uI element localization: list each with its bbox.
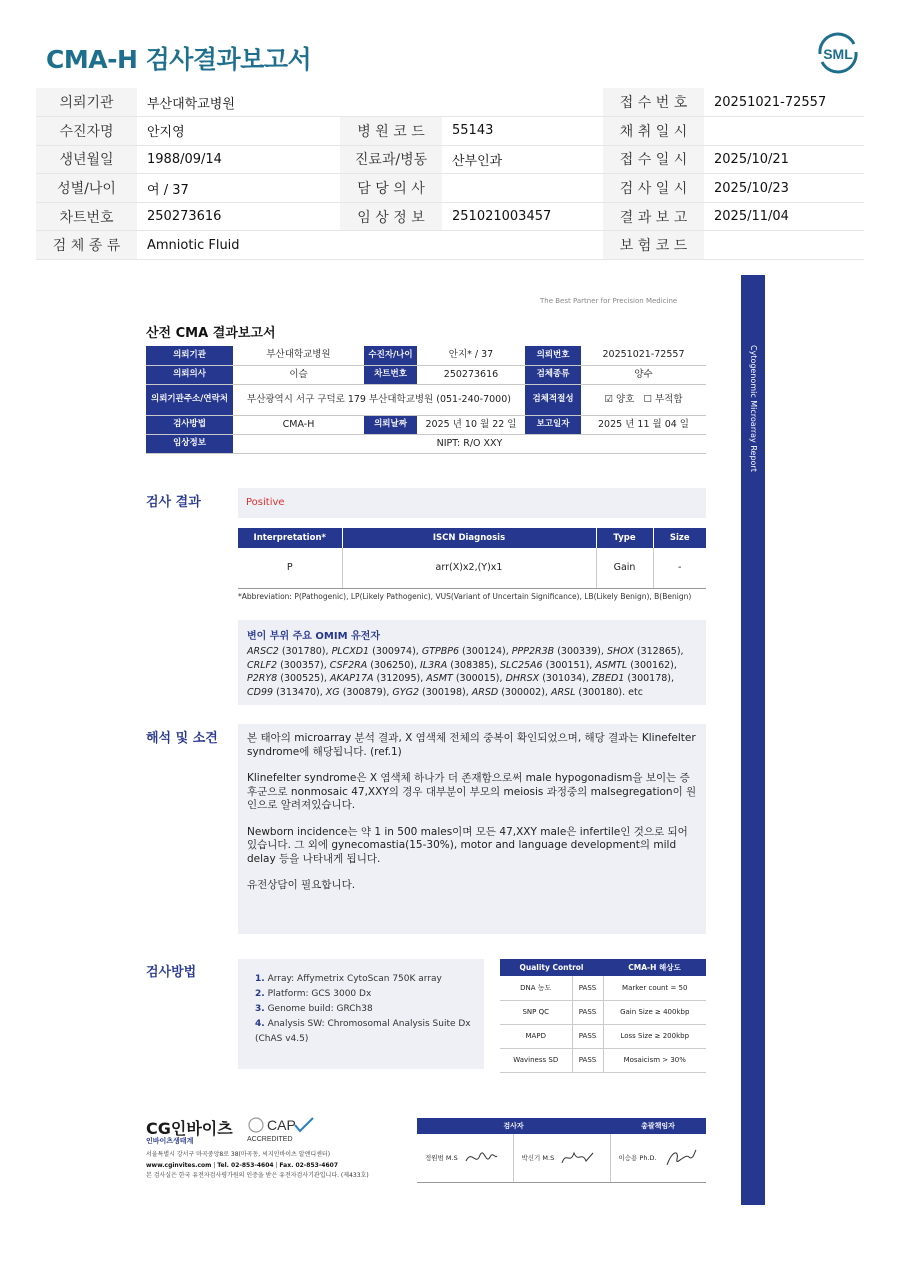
omim-gene: GYG2 (300198), (392, 687, 472, 699)
omim-gene: P2RY8 (300525), (247, 673, 330, 685)
result-status: Positive (246, 497, 285, 508)
interpretation-paragraph: 본 태아의 microarray 분석 결과, X 염색체 전체의 중복이 확인되었으며, 해당 결과는 Klinefelter syndrome에 해당됩니다. (ref.1) (247, 732, 696, 758)
summary-label: 생년월일 (36, 145, 137, 174)
result-cell: arr(X)x2,(Y)x1 (342, 548, 596, 588)
info-label: 의뢰의사 (146, 365, 233, 384)
summary-label: 담 당 의 사 (340, 174, 442, 203)
info-label: 보고일자 (525, 415, 581, 434)
omim-gene: ARSC2 (301780), (247, 646, 332, 657)
request-info-table (146, 346, 706, 454)
omim-gene: AKAP17A (312095), (329, 673, 427, 685)
summary-value (442, 174, 603, 203)
svg-text:ACCREDITED: ACCREDITED (247, 1136, 293, 1143)
info-label: 임상정보 (146, 434, 233, 453)
summary-label: 접 수 번 호 (603, 88, 704, 117)
omim-gene: ARSD (300002), (471, 687, 551, 699)
signer-name: 박신기 M.S (521, 1154, 555, 1163)
info-label: 수진자/나이 (364, 346, 417, 365)
summary-label: 의뢰기관 (36, 88, 137, 117)
table-row (238, 548, 706, 588)
info-value: 2025 년 10 월 22 일 (417, 415, 525, 434)
omim-gene: CD99 (313470), (247, 687, 326, 699)
info-label: 차트번호 (364, 365, 417, 384)
page-title: CMA-H 검사결과보고서 (46, 45, 312, 74)
sig-header: 검사자 (417, 1118, 610, 1134)
adequacy-good: ☑ 양호 (604, 393, 635, 405)
info-value: 부산광역시 서구 구덕로 179 부산대학교병원 (051-240-7000) (233, 384, 525, 415)
signer-name: 이승용 Ph.D. (618, 1154, 657, 1163)
summary-label: 검 사 일 시 (603, 174, 704, 203)
qc-cell: Mosaicism > 30% (603, 1048, 706, 1072)
sml-logo (814, 30, 862, 76)
qc-cell: SNP QC (500, 1000, 572, 1024)
company-subtitle: 인바이츠생태계 (146, 1137, 194, 1145)
sig-header: 총괄책임자 (610, 1118, 706, 1134)
summary-row (36, 174, 864, 203)
info-label: 의뢰번호 (525, 346, 581, 365)
summary-row (36, 202, 864, 231)
signer-cell (610, 1134, 706, 1182)
omim-gene: IL3RA (308385), (420, 659, 500, 671)
info-label: 의뢰기관주소/연락처 (146, 384, 233, 415)
summary-value: 1988/09/14 (137, 145, 340, 174)
summary-label: 접 수 일 시 (603, 145, 704, 174)
summary-label: 진료과/병동 (340, 145, 442, 174)
summary-label: 성별/나이 (36, 174, 137, 203)
omim-gene: SLC25A6 (300151), (500, 659, 596, 671)
signature-icon (464, 1147, 498, 1169)
company-logo: CG인바이츠 (146, 1119, 233, 1138)
summary-label: 임 상 정 보 (340, 202, 442, 231)
info-value: 이슬 (233, 365, 364, 384)
signer-cell (417, 1134, 513, 1182)
result-header: Interpretation* (238, 528, 342, 548)
summary-row (36, 231, 864, 260)
summary-value (704, 231, 864, 260)
list-item: 3. Genome build: GRCh38 (255, 1004, 373, 1014)
omim-gene: SHOX (312865), (606, 646, 684, 657)
section-result: 검사 결과 (146, 495, 201, 510)
sample-adequacy (581, 384, 706, 415)
qc-cell: PASS (572, 976, 603, 1000)
info-value: 부산대학교병원 (233, 346, 364, 365)
sidebar-title: Cytogenomic Microarray Report (749, 345, 758, 472)
summary-value: Amniotic Fluid (137, 231, 603, 260)
abbreviation-note: *Abbreviation: P(Pathogenic), LP(Likely Pathogenic), VUS(Variant of Uncertain Significance), LB(Likely Benign), B(Benign) (238, 592, 692, 601)
cap-accredited-logo (247, 1115, 317, 1145)
summary-value: 안지영 (137, 117, 340, 146)
summary-value: 250273616 (137, 202, 340, 231)
qc-cell: PASS (572, 1024, 603, 1048)
info-value: 안지* / 37 (417, 346, 525, 365)
summary-value (704, 117, 864, 146)
method-list (255, 972, 480, 1047)
result-cell: Gain (596, 548, 653, 588)
omim-gene: ASMTL (300162), (595, 659, 677, 671)
tagline: The Best Partner for Precision Medicine (540, 297, 678, 305)
list-item: 4. Analysis SW: Chromosomal Analysis Suite Dx (ChAS v4.5) (255, 1019, 471, 1044)
table-row (500, 1048, 706, 1072)
omim-gene: DHRSX (301034), (505, 673, 592, 685)
summary-row (36, 88, 864, 117)
qc-header: CMA-H 해상도 (603, 959, 706, 976)
section-method: 검사방법 (146, 965, 197, 980)
interpretation-paragraph: Newborn incidence는 약 1 in 500 males이며 모든 47,XXY male은 infertile인 것으로 되어 있습니다. 그 외에 gynecomastia(15-30%), motor and language development의 mild delay 등을 나타내게 됩니다. (247, 825, 688, 865)
info-label: 의뢰날짜 (364, 415, 417, 434)
list-item: 1. Array: Affymetrix CytoScan 750K array (255, 974, 442, 984)
qc-table (500, 959, 706, 1073)
result-header: ISCN Diagnosis (342, 528, 596, 548)
summary-row (36, 145, 864, 174)
info-value: CMA-H (233, 415, 364, 434)
summary-label: 채 취 일 시 (603, 117, 704, 146)
qc-cell: Waviness SD (500, 1048, 572, 1072)
qc-cell: DNA 농도 (500, 976, 572, 1000)
interpretation-paragraph: Klinefelter syndrome은 X 염색체 하나가 더 존재함으로써 male hypogonadism을 보이는 증후군으로 nonmosaic 47,XXY의 경우 대부분이 부모의 meiosis 과정중의 malsegregation이 원인으로 알려져있습니다. (247, 772, 697, 811)
svg-text:CAP: CAP (267, 1117, 296, 1133)
omim-gene: ZBED1 (300178), (591, 673, 675, 685)
summary-value: 2025/10/23 (704, 174, 864, 203)
qc-header: Quality Control (500, 959, 603, 976)
summary-table (36, 88, 864, 260)
info-value: NIPT: R/O XXY (233, 434, 706, 453)
result-box (238, 488, 706, 518)
omim-gene: PPP2R3B (300339), (511, 646, 607, 657)
summary-label: 보 험 코 드 (603, 231, 704, 260)
signer-name: 정원범 M.S (425, 1154, 458, 1163)
result-cell: - (653, 548, 706, 588)
omim-gene: GTPBP6 (300124), (421, 646, 512, 657)
info-value: 20251021-72557 (581, 346, 706, 365)
summary-value: 55143 (442, 117, 603, 146)
summary-value: 2025/10/21 (704, 145, 864, 174)
summary-value: 2025/11/04 (704, 202, 864, 231)
result-table (238, 528, 706, 589)
summary-label: 결 과 보 고 (603, 202, 704, 231)
info-value: 양수 (581, 365, 706, 384)
qc-cell: Marker count = 50 (603, 976, 706, 1000)
svg-text:SML: SML (823, 46, 853, 62)
qc-cell: PASS (572, 1000, 603, 1024)
summary-value: 여 / 37 (137, 174, 340, 203)
signature-icon (560, 1147, 594, 1169)
table-row (500, 1000, 706, 1024)
qc-cell: PASS (572, 1048, 603, 1072)
omim-gene: ARSL (300180). (550, 687, 629, 699)
signature-table (417, 1118, 706, 1183)
omim-gene: ASMT (300015), (426, 673, 506, 685)
qc-cell: MAPD (500, 1024, 572, 1048)
interpretation-text (247, 732, 697, 906)
qc-cell: Gain Size ≥ 400kbp (603, 1000, 706, 1024)
qc-cell: Loss Size ≥ 200kbp (603, 1024, 706, 1048)
summary-label: 수진자명 (36, 117, 137, 146)
omim-gene: CRLF2 (300357), (247, 659, 330, 671)
table-row (500, 976, 706, 1000)
summary-label: 검 체 종 류 (36, 231, 137, 260)
interpretation-paragraph: 유전상담이 필요합니다. (247, 879, 356, 891)
summary-label: 병 원 코 드 (340, 117, 442, 146)
omim-gene: XG (300879), (325, 687, 393, 699)
result-header: Size (653, 528, 706, 548)
omim-title: 변이 부위 주요 OMIM 유전자 (247, 631, 380, 642)
result-cell: P (238, 548, 342, 588)
info-value: 2025 년 11 월 04 일 (581, 415, 706, 434)
signature-icon (663, 1147, 697, 1169)
info-value: 250273616 (417, 365, 525, 384)
signer-cell (513, 1134, 610, 1182)
omim-gene: PLCXD1 (300974), (331, 646, 422, 657)
omim-gene-list: ARSC2 (301780), PLCXD1 (300974), GTPBP6 (300124), PPP2R3B (300339), SHOX (312865), CRLF2 (300357), CSF2RA (306250), IL3RA (308385), SLC25A6 (300151), ASMTL (300162), P2RY8 (300525), AKAP17A (312095), ASMT (300015), DHRSX (301034), ZBED1 (300178), CD99 (313470), XG (300879), GYG2 (300198), ARSD (300002), ARSL (300180). etc (247, 646, 684, 699)
info-label: 검사방법 (146, 415, 233, 434)
info-label: 의뢰기관 (146, 346, 233, 365)
section-interpretation: 해석 및 소견 (146, 731, 218, 746)
summary-row (36, 117, 864, 146)
info-label: 검체종류 (525, 365, 581, 384)
table-row (500, 1024, 706, 1048)
summary-value: 251021003457 (442, 202, 603, 231)
summary-value: 부산대학교병원 (137, 88, 603, 117)
omim-gene: CSF2RA (306250), (329, 659, 420, 671)
summary-value: 20251021-72557 (704, 88, 864, 117)
info-label: 검체적절성 (525, 384, 581, 415)
list-item: 2. Platform: GCS 3000 Dx (255, 989, 372, 999)
report-title: 산전 CMA 결과보고서 (146, 326, 276, 341)
summary-value: 산부인과 (442, 145, 603, 174)
summary-label: 차트번호 (36, 202, 137, 231)
result-header: Type (596, 528, 653, 548)
adequacy-bad: ☐ 부적합 (643, 393, 683, 405)
company-address: 서울특별시 강서구 마곡중앙8로 38(마곡동, 씨지인바이츠 알앤디센터) www.cginvites.com | Tel. 02-853-4604 | Fax. 02-853-4607 본 검사실은 한국 유전자검사평가원의 인증을 받은 유전자검사기관입니다. (제433호) (146, 1151, 369, 1179)
